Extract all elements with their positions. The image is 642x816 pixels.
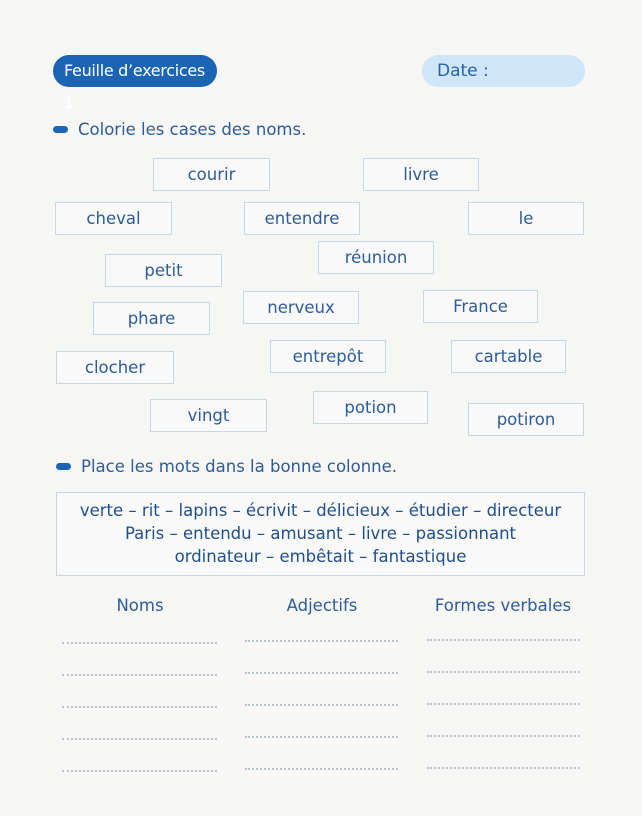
word-box-le: le: [468, 202, 584, 235]
word-box-nerveux: nerveux: [243, 291, 359, 324]
answer-line-formes-verbales[interactable]: [427, 639, 580, 641]
word-box-reunion: réunion: [318, 241, 434, 274]
answer-line-adjectifs[interactable]: [245, 768, 398, 770]
word-box-potion: potion: [313, 391, 428, 424]
answer-line-formes-verbales[interactable]: [427, 767, 580, 769]
instruction-2: [56, 457, 397, 476]
word-box-petit: petit: [105, 254, 222, 287]
answer-line-noms[interactable]: [62, 674, 217, 676]
instruction-1: [53, 120, 306, 139]
word-box-vingt: vingt: [150, 399, 267, 432]
instruction-1-text: Colorie les cases des noms.: [78, 120, 307, 139]
instruction-2-text: Place les mots dans la bonne colonne.: [81, 457, 398, 476]
column-header-noms: Noms: [116, 596, 164, 615]
answer-line-adjectifs[interactable]: [245, 736, 398, 738]
word-box-clocher: clocher: [56, 351, 174, 384]
answer-line-adjectifs[interactable]: [245, 704, 398, 706]
answer-line-formes-verbales[interactable]: [427, 703, 580, 705]
answer-line-adjectifs[interactable]: [245, 640, 398, 642]
answer-line-noms[interactable]: [62, 738, 217, 740]
bullet-dash-icon: [56, 463, 71, 470]
word-box-phare: phare: [93, 302, 210, 335]
word-box-cartable: cartable: [451, 340, 566, 373]
word-bank-line: Paris – entendu – amusant – livre – passionnant: [124, 524, 517, 543]
answer-line-formes-verbales[interactable]: [427, 735, 580, 737]
word-bank-line: ordinateur – embêtait – fantastique: [174, 547, 467, 566]
word-bank-line: verte – rit – lapins – écrivit – délicieux – étudier – directeur: [79, 501, 562, 520]
answer-line-noms[interactable]: [62, 770, 217, 772]
word-box-entrepot: entrepôt: [270, 340, 386, 373]
word-bank: [56, 492, 585, 576]
bullet-dash-icon: [53, 126, 68, 133]
answer-line-adjectifs[interactable]: [245, 672, 398, 674]
word-box-france: France: [423, 290, 538, 323]
word-box-livre: livre: [363, 158, 479, 191]
word-box-cheval: cheval: [55, 202, 172, 235]
worksheet-title: Feuille d’exercices 1: [53, 55, 217, 87]
column-header-formes-verbales: Formes verbales: [434, 596, 572, 615]
word-box-potiron: potiron: [468, 403, 584, 436]
word-box-entendre: entendre: [244, 202, 360, 235]
word-box-courir: courir: [153, 158, 270, 191]
answer-line-noms[interactable]: [62, 642, 217, 644]
column-header-adjectifs: Adjectifs: [286, 596, 358, 615]
answer-line-noms[interactable]: [62, 706, 217, 708]
date-field: Date :: [422, 55, 585, 87]
answer-line-formes-verbales[interactable]: [427, 671, 580, 673]
